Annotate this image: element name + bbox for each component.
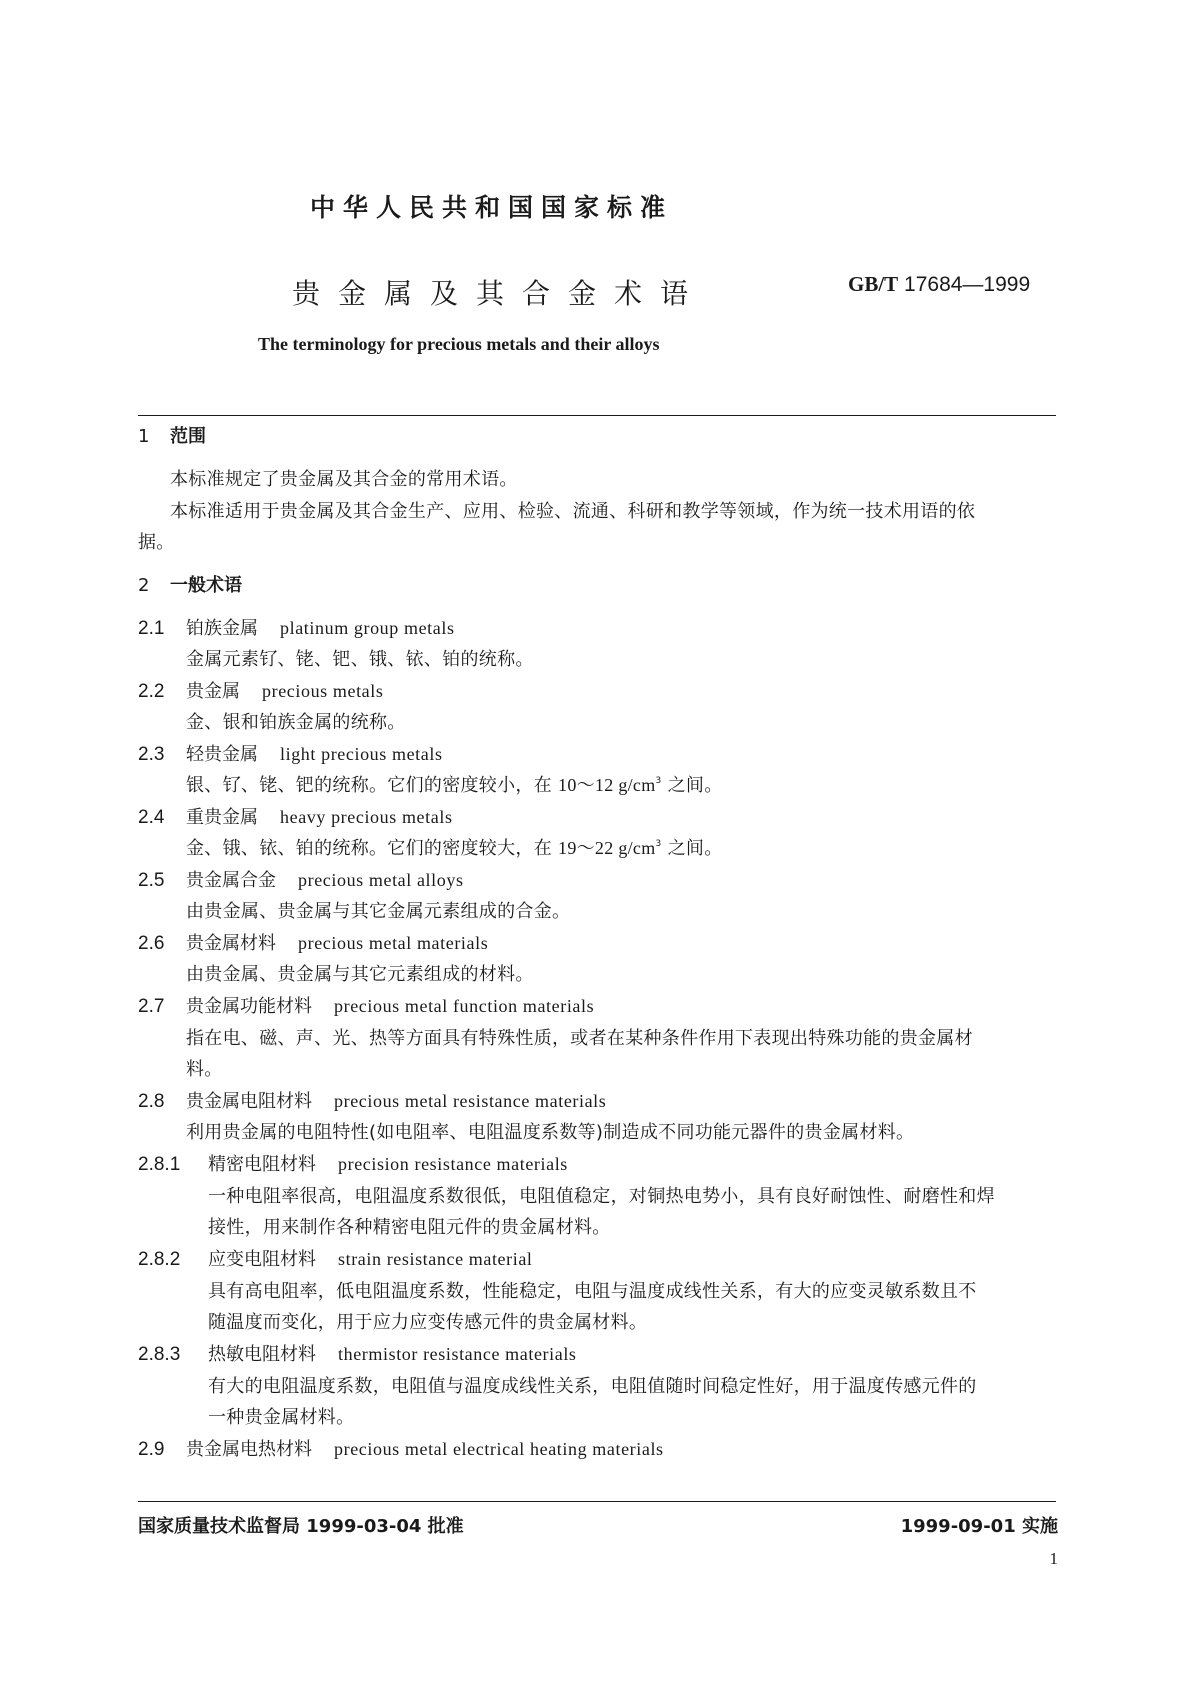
- term-chinese: 重贵金属: [186, 807, 258, 828]
- term-2-8-1-definition-line-2: 接性，用来制作各种精密电阻元件的贵金属材料。: [208, 1217, 611, 1238]
- term-2-2: [138, 677, 383, 703]
- term-2-4: [138, 803, 453, 829]
- term-chinese: 贵金属材料: [186, 933, 276, 954]
- term-2-8-2-definition-line-1: 具有高电阻率，低电阻温度系数，性能稳定，电阻与温度成线性关系，有大的应变灵敏系数且不: [208, 1281, 977, 1302]
- term-number: 2.8: [138, 1091, 165, 1112]
- term-2-6-definition: 由贵金属、贵金属与其它元素组成的材料。: [186, 964, 534, 985]
- density-range: 10～12 g/cm: [558, 775, 656, 795]
- term-2-8-3-definition-line-1: 有大的电阻温度系数，电阻值与温度成线性关系，电阻值随时间稳定性好，用于温度传感元件的: [208, 1376, 977, 1397]
- term-number: 2.6: [138, 933, 165, 954]
- term-number: 2.7: [138, 996, 165, 1017]
- term-2-8-3-definition-line-2: 一种贵金属材料。: [208, 1407, 355, 1428]
- superscript: 3: [655, 776, 662, 786]
- term-chinese: 贵金属功能材料: [186, 996, 312, 1017]
- term-english: heavy precious metals: [280, 807, 453, 827]
- term-2-8: [138, 1087, 606, 1113]
- scope-paragraph-1: 本标准规定了贵金属及其合金的常用术语。: [170, 469, 518, 490]
- term-2-5: [138, 866, 464, 892]
- term-2-8-2: [138, 1245, 533, 1271]
- section-1-title: 范围: [170, 426, 206, 447]
- term-2-7-definition-line-1: 指在电、磁、声、光、热等方面具有特殊性质，或者在某种条件作用下表现出特殊功能的贵金属材: [186, 1028, 973, 1049]
- term-chinese: 精密电阻材料: [208, 1154, 316, 1175]
- term-2-7: [138, 992, 594, 1018]
- term-chinese: 贵金属合金: [186, 870, 276, 891]
- term-number: 2.5: [138, 870, 165, 891]
- definition-text-end: 之间。: [667, 838, 723, 859]
- term-2-3-definition: [186, 771, 723, 797]
- term-chinese: 轻贵金属: [186, 744, 258, 765]
- document-title-chinese: 贵金属及其合金术语: [292, 277, 707, 310]
- definition-text: 银、钌、铑、钯的统称。它们的密度较小，在: [186, 775, 552, 796]
- term-chinese: 贵金属电阻材料: [186, 1091, 312, 1112]
- standard-organization: 中华人民共和国国家标准: [310, 193, 674, 222]
- term-english: precious metal materials: [298, 933, 489, 953]
- footer-divider: [138, 1501, 1056, 1502]
- approval-statement: 国家质量技术监督局 1999-03-04 批准: [138, 1516, 464, 1537]
- term-chinese: 铂族金属: [186, 618, 258, 639]
- term-2-8-1-definition-line-1: 一种电阻率很高，电阻温度系数很低，电阻值稳定，对铜热电势小，具有良好耐蚀性、耐磨性和焊: [208, 1186, 995, 1207]
- header-divider: [138, 415, 1056, 416]
- term-chinese: 贵金属: [186, 681, 240, 702]
- standard-code: [848, 272, 1030, 297]
- definition-text-end: 之间。: [667, 775, 723, 796]
- document-title-english: The terminology for precious metals and their alloys: [258, 334, 660, 354]
- term-2-8-1: [138, 1150, 568, 1176]
- section-1-heading: [138, 422, 206, 448]
- term-2-8-definition: 利用贵金属的电阻特性(如电阻率、电阻温度系数等)制造成不同功能元器件的贵金属材料。: [186, 1122, 915, 1143]
- page-number: 1: [1049, 1549, 1058, 1568]
- term-2-6: [138, 929, 488, 955]
- term-english: strain resistance material: [338, 1249, 533, 1269]
- section-1-number: 1: [138, 426, 150, 447]
- standard-code-number: 17684—1999: [904, 273, 1031, 296]
- scope-paragraph-2-line-1: 本标准适用于贵金属及其合金生产、应用、检验、流通、科研和教学等领域，作为统一技术用语的依: [170, 501, 976, 522]
- term-number: 2.8.1: [138, 1154, 181, 1175]
- term-number: 2.8.3: [138, 1344, 181, 1365]
- term-english: precious metal function materials: [334, 996, 595, 1016]
- term-2-5-definition: 由贵金属、贵金属与其它金属元素组成的合金。: [186, 901, 571, 922]
- section-2-heading: [138, 571, 242, 597]
- term-2-9: [138, 1435, 664, 1461]
- term-2-2-definition: 金、银和铂族金属的统称。: [186, 712, 406, 733]
- term-number: 2.1: [138, 618, 165, 639]
- term-2-3: [138, 740, 443, 766]
- term-number: 2.2: [138, 681, 165, 702]
- term-number: 2.8.2: [138, 1249, 181, 1270]
- term-english: light precious metals: [280, 744, 443, 764]
- standard-code-prefix: GB/T: [848, 272, 899, 296]
- section-2-number: 2: [138, 575, 150, 596]
- term-chinese: 热敏电阻材料: [208, 1344, 316, 1365]
- term-chinese: 应变电阻材料: [208, 1249, 316, 1270]
- term-number: 2.4: [138, 807, 165, 828]
- superscript: 3: [655, 839, 662, 849]
- density-range: 19～22 g/cm: [558, 838, 656, 858]
- term-english: precision resistance materials: [338, 1154, 568, 1174]
- scope-paragraph-2-line-2: 据。: [138, 532, 175, 553]
- term-2-7-definition-line-2: 料。: [186, 1059, 223, 1080]
- term-2-8-2-definition-line-2: 随温度而变化，用于应力应变传感元件的贵金属材料。: [208, 1312, 648, 1333]
- term-english: precious metals: [262, 681, 384, 701]
- term-2-4-definition: [186, 834, 723, 860]
- section-2-title: 一般术语: [170, 575, 242, 596]
- term-number: 2.3: [138, 744, 165, 765]
- implementation-date: 1999-09-01 实施: [900, 1516, 1058, 1537]
- term-2-8-3: [138, 1340, 577, 1366]
- definition-text: 金、锇、铱、铂的统称。它们的密度较大，在: [186, 838, 552, 859]
- term-english: precious metal alloys: [298, 870, 464, 890]
- term-chinese: 贵金属电热材料: [186, 1439, 312, 1460]
- term-number: 2.9: [138, 1439, 165, 1460]
- term-english: thermistor resistance materials: [338, 1344, 577, 1364]
- term-2-1: [138, 614, 455, 640]
- term-english: platinum group metals: [280, 618, 455, 638]
- term-2-1-definition: 金属元素钌、铑、钯、锇、铱、铂的统称。: [186, 649, 534, 670]
- term-english: precious metal resistance materials: [334, 1091, 607, 1111]
- term-english: precious metal electrical heating materials: [334, 1439, 664, 1459]
